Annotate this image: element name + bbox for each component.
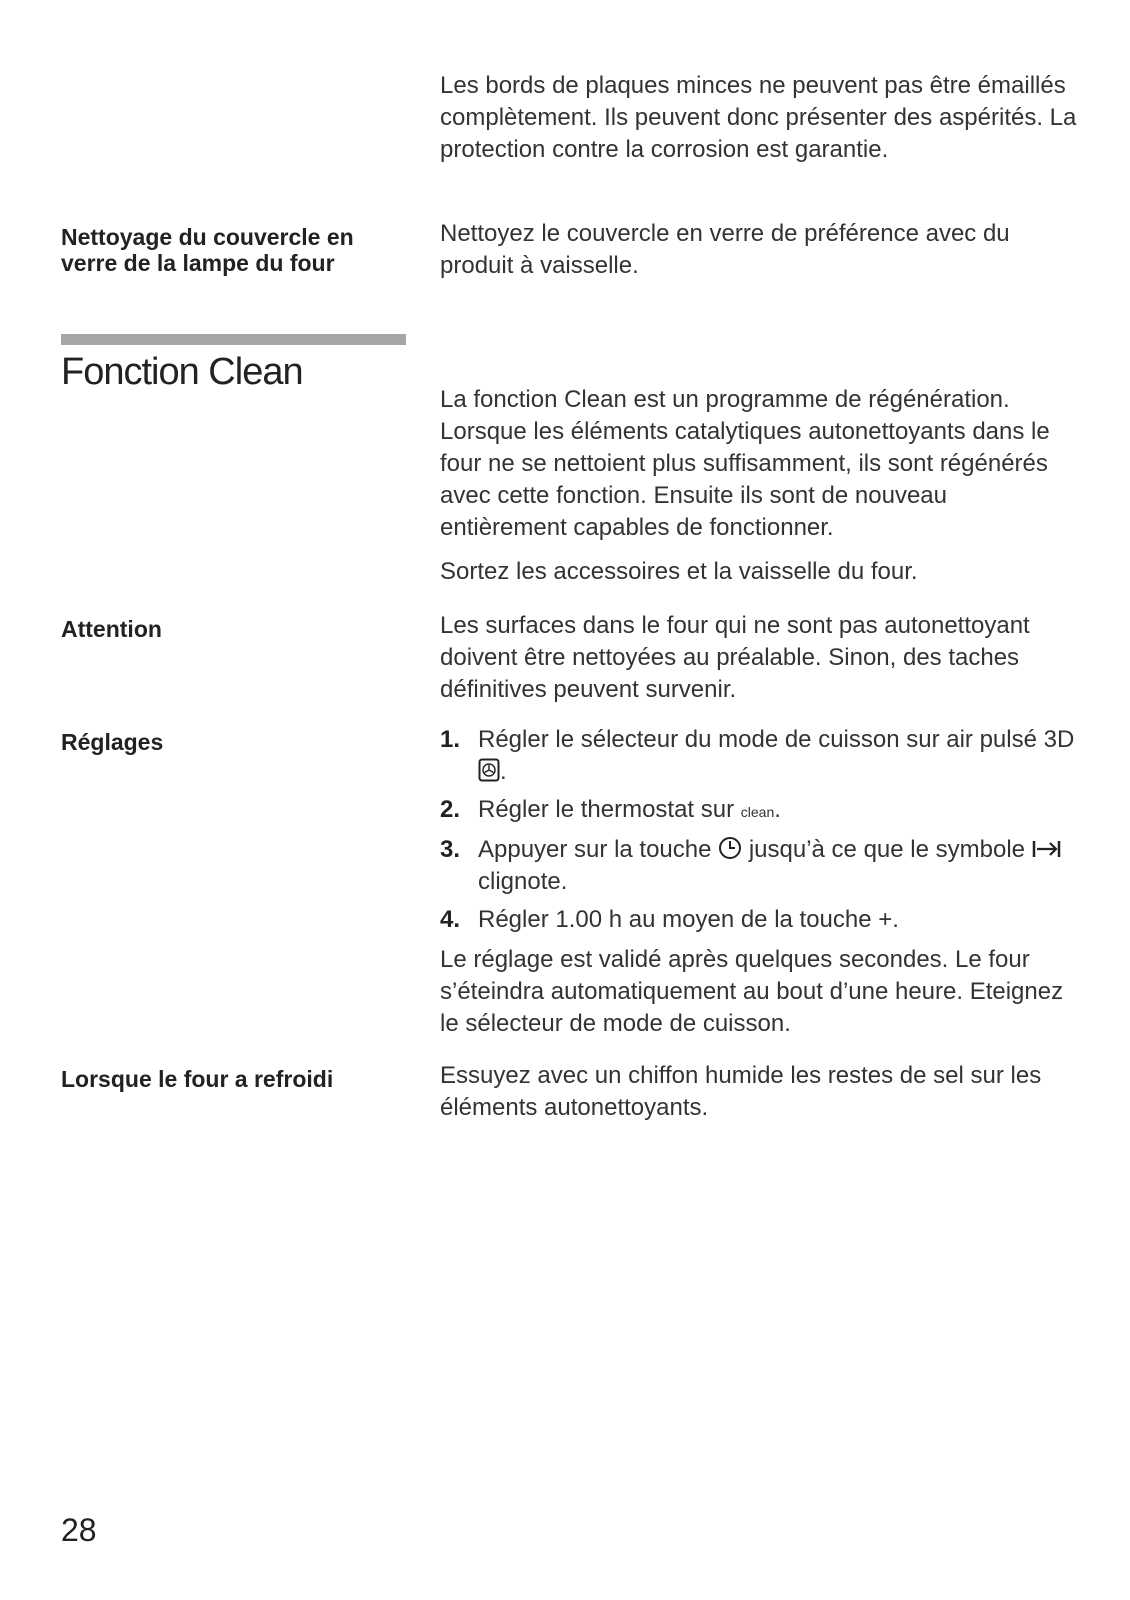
step-3 <box>440 834 1080 898</box>
step-text <box>478 724 1080 788</box>
step-text-part: jusqu’à ce que le symbole <box>748 836 1025 863</box>
cooled-label: Lorsque le four a refroidi <box>61 1066 334 1092</box>
step-text <box>478 834 1080 898</box>
step-text-part: Régler le sélecteur du mode de cuisson sur air pulsé 3D <box>478 726 1075 753</box>
step-text: Régler 1.00 h au moyen de la touche +. <box>478 906 899 933</box>
fan-3d-icon <box>478 758 500 782</box>
step-2 <box>440 794 1080 828</box>
arrow-to-bar-icon <box>1032 838 1062 860</box>
step-text-part: Régler le thermostat sur <box>478 796 741 823</box>
step-number: 1. <box>440 726 461 753</box>
section-title: Fonction Clean <box>61 351 303 393</box>
step-number: 2. <box>440 796 461 823</box>
step-4 <box>440 904 1080 936</box>
step-text-part: . <box>500 758 507 785</box>
remove-accessories-paragraph: Sortez les accessoires et la vaisselle du four. <box>440 558 918 585</box>
intro-paragraph: Les bords de plaques minces ne peuvent pas être émaillés complètement. Ils peuvent donc présenter des aspérités. La protection contre la corrosion est garantie. <box>440 72 1077 163</box>
lamp-cover-label: Nettoyage du couvercle en verre de la lampe du four <box>61 224 354 276</box>
section-rule <box>61 334 406 345</box>
attention-label: Attention <box>61 616 162 642</box>
step-text-part: clignote. <box>478 868 568 895</box>
settings-label: Réglages <box>61 729 164 755</box>
attention-text: Les surfaces dans le four qui ne sont pas autonettoyant doivent être nettoyées au préalable. Sinon, des taches définitives peuvent survenir. <box>440 612 1030 703</box>
clean-setting-label: clean <box>740 804 775 820</box>
clean-intro-paragraph: La fonction Clean est un programme de régénération. Lorsque les éléments catalytiques autonettoyants dans le four ne se nettoient plus suffisamment, ils sont régénérés avec cette fonction. Ensuite ils sont de nouveau entièrement capables de fonctionner. <box>440 386 1050 541</box>
settings-note: Le réglage est validé après quelques secondes. Le four s’éteindra automatiquement au bout d’une heure. Eteignez le sélecteur de mode de cuisson. <box>440 946 1064 1037</box>
step-text-part: Appuyer sur la touche <box>478 836 712 863</box>
step-text-part: . <box>774 796 781 823</box>
step-number: 3. <box>440 836 461 863</box>
step-text <box>478 794 1080 828</box>
page-number: 28 <box>61 1512 97 1548</box>
lamp-cover-text: Nettoyez le couvercle en verre de préférence avec du produit à vaisselle. <box>440 220 1010 279</box>
clock-icon <box>718 836 742 860</box>
step-1 <box>440 724 1080 788</box>
cooled-text: Essuyez avec un chiffon humide les restes de sel sur les éléments autonettoyants. <box>440 1062 1042 1121</box>
step-number: 4. <box>440 906 461 933</box>
